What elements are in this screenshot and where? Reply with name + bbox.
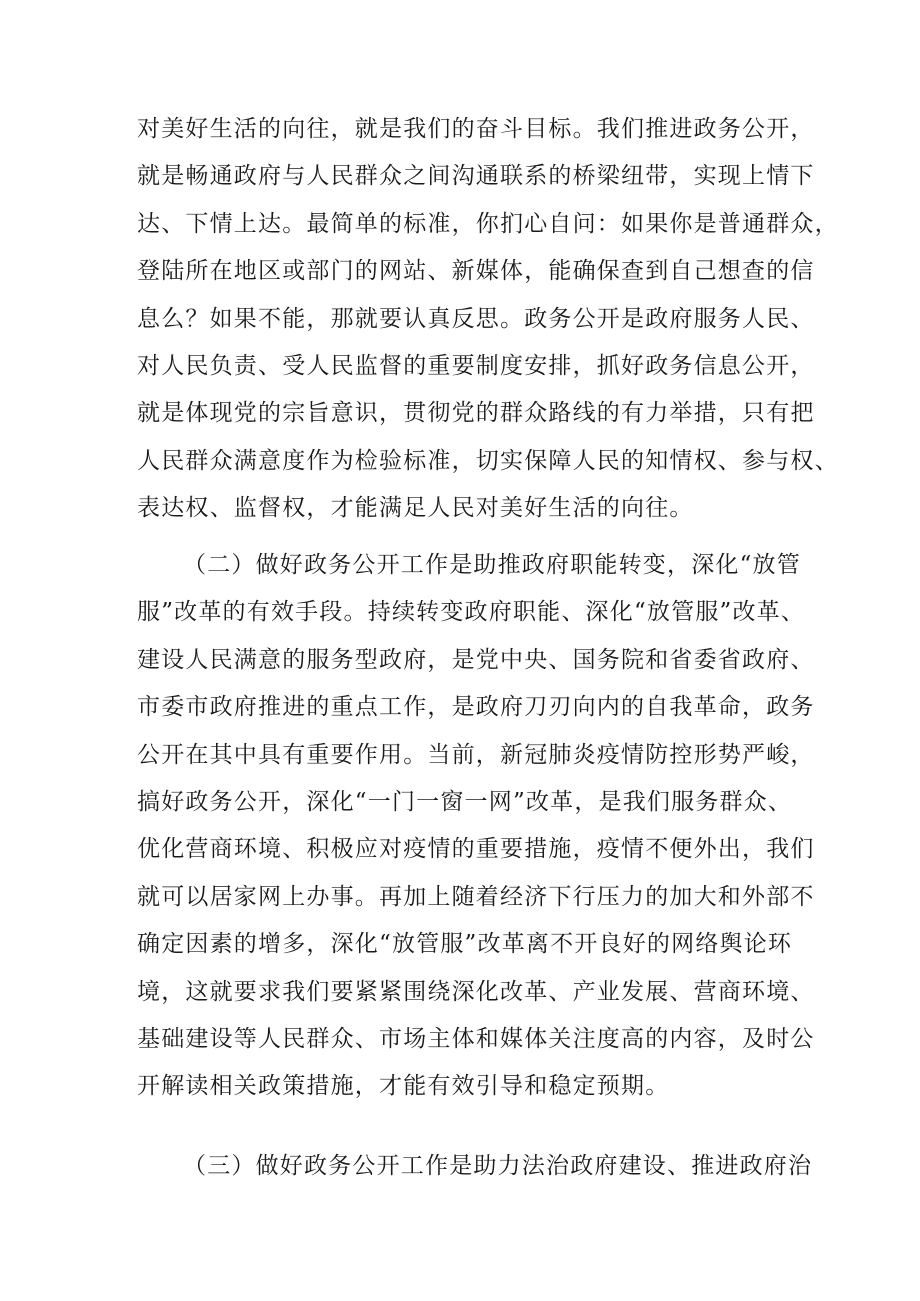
text-line: 对人民负责、受人民监督的重要制度安排，抓好政务信息公开， bbox=[137, 352, 815, 379]
text-line: 就是畅通政府与人民群众之间沟通联系的桥梁纽带，实现上情下 bbox=[137, 163, 815, 190]
text-line: 登陆所在地区或部门的网站、新媒体，能确保查到自己想查的信 bbox=[137, 258, 815, 285]
text-line: 搞好政务公开，深化“一门一窗一网”改革，是我们服务群众、 bbox=[137, 788, 793, 815]
text-line: 市委市政府推进的重点工作，是政府刀刃向内的自我革命，政务 bbox=[137, 694, 815, 721]
text-line: 确定因素的增多，深化“放管服”改革离不开良好的网络舆论环 bbox=[137, 931, 793, 958]
text-line: 人民群众满意度作为检验标准，切实保障人民的知情权、参与权、 bbox=[137, 447, 839, 474]
text-line: 开解读相关政策措施，才能有效引导和稳定预期。 bbox=[137, 1073, 670, 1100]
paragraph-2 bbox=[137, 542, 815, 1111]
paragraph-1 bbox=[137, 106, 839, 533]
paragraph-3 bbox=[137, 1143, 813, 1190]
text-line: 表达权、监督权，才能满足人民对美好生活的向往。 bbox=[137, 495, 694, 522]
text-line: 服”改革的有效手段。持续转变政府职能、深化“放管服”改革、 bbox=[137, 599, 806, 626]
text-line-first: （二）做好政务公开工作是助推政府职能转变，深化“放管 bbox=[183, 552, 801, 578]
text-line: 基础建设等人民群众、市场主体和媒体关注度高的内容，及时公 bbox=[137, 1025, 815, 1052]
text-line: 对美好生活的向往，就是我们的奋斗目标。我们推进政务公开， bbox=[137, 116, 815, 142]
text-line: 达、下情上达。最简单的标准，你扪心自问：如果你是普通群众， bbox=[137, 210, 839, 237]
text-line-first: （三）做好政务公开工作是助力法治政府建设、推进政府治 bbox=[183, 1153, 813, 1179]
text-line: 优化营商环境、积极应对疫情的重要措施，疫情不便外出，我们 bbox=[137, 836, 815, 863]
text-line: 息么？如果不能，那就要认真反思。政务公开是政府服务人民、 bbox=[137, 305, 815, 332]
text-line: 境，这就要求我们要紧紧围绕深化改革、产业发展、营商环境、 bbox=[137, 978, 815, 1005]
text-line: 公开在其中具有重要作用。当前，新冠肺炎疫情防控形势严峻， bbox=[137, 741, 815, 768]
text-line: 就可以居家网上办事。再加上随着经济下行压力的加大和外部不 bbox=[137, 883, 815, 910]
text-line: 建设人民满意的服务型政府，是党中央、国务院和省委省政府、 bbox=[137, 646, 815, 673]
text-line: 就是体现党的宗旨意识，贯彻党的群众路线的有力举措，只有把 bbox=[137, 400, 815, 427]
